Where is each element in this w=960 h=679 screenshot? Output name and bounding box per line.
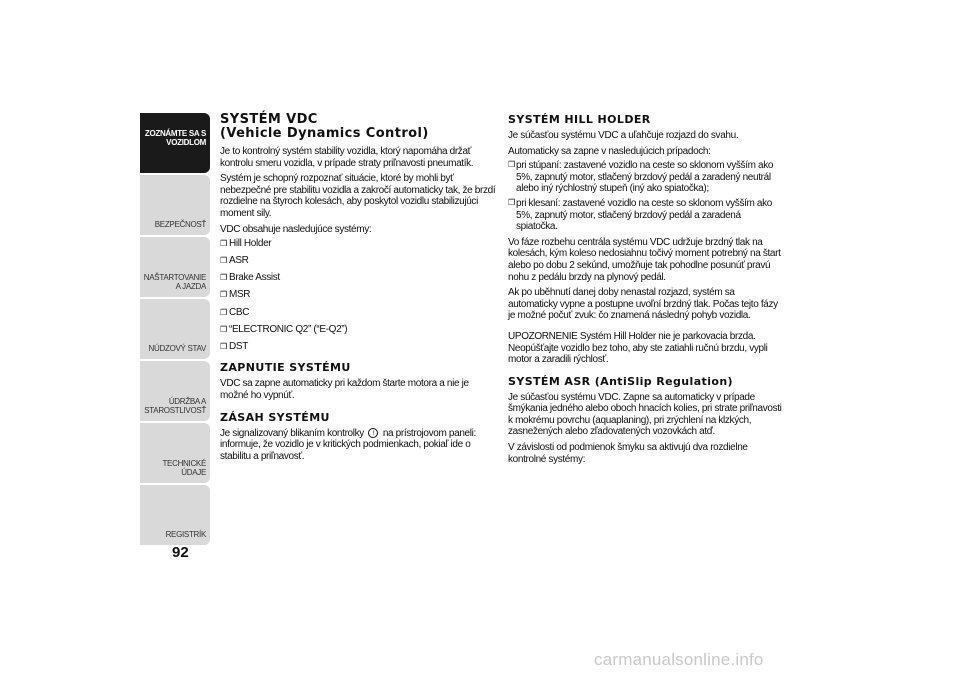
- list-item: ❒ Brake Assist: [220, 272, 280, 284]
- tab-label: TECHNICKÉ ÚDAJE: [162, 459, 206, 477]
- tab-label: BEZPEČNOSŤ: [154, 220, 206, 229]
- bullet-icon: ❒: [220, 341, 227, 351]
- tab-technicke-udaje[interactable]: [140, 423, 210, 483]
- page-number: 92: [172, 544, 189, 561]
- watermark: carmanualsonline.info: [594, 650, 764, 669]
- list-item: ❒ CBC: [220, 306, 250, 318]
- bullet-icon: ❒: [220, 256, 227, 266]
- vdc-warning-icon: !: [368, 428, 378, 438]
- tab-nudzovy-stav[interactable]: [140, 299, 210, 359]
- tab-bezpecnost[interactable]: [140, 175, 210, 235]
- bullet-icon: ❒: [508, 197, 516, 207]
- bullet-icon: ❒: [220, 307, 227, 317]
- vdc-paragraph-2: Systém je schopný rozpoznať situácie, ktoré by mohli byť nebezpečné pre stabilitu vozidla a zakročí automaticky tak, že brzdí rozdielne na štyroch kolesách, aby poskytol vozidlu stabilizujúci moment sily.: [220, 173, 496, 219]
- hh-warning: UPOZORNENIE Systém Hill Holder nie je parkovacia brzda. Neopúšťajte vozidlo bez toho, aby ste zatiahli ručnú brzdu, vypli motor a zaradili rýchlosť.: [508, 330, 768, 366]
- bullet-icon: ❒: [220, 290, 227, 300]
- tab-label: ÚDRŽBA A STAROSTLIVOSŤ: [144, 397, 206, 415]
- vdc-subtitle: (Vehicle Dynamics Control): [220, 126, 429, 141]
- zasah-text: Je signalizovaný blikaním kontrolky ! na prístrojovom paneli: informuje, že vozidlo je v kritických podmienkach, pokiaľ ide o stabilitu a priľnavosť.: [220, 427, 476, 462]
- zasah-title: ZÁSAH SYSTÉMU: [220, 410, 330, 424]
- bullet-icon: ❒: [220, 239, 227, 249]
- tab-registrik[interactable]: [140, 485, 210, 545]
- tab-label: REGISTRÍK: [165, 530, 206, 539]
- list-item: ❒ Hill Holder: [220, 238, 272, 250]
- zapnutie-text: VDC sa zapne automaticky pri každom štarte motora a nie je možné ho vypnúť.: [220, 378, 469, 401]
- right-column: [508, 113, 783, 465]
- vdc-title: SYSTÉM VDC: [220, 112, 318, 127]
- list-item: ❒ ASR: [220, 255, 249, 267]
- asr-paragraph-2: V závislosti od podmienok šmyku sa aktivujú dva rozdielne kontrolné systémy:: [508, 442, 748, 465]
- tab-label: NAŠTARTOVANIE A JAZDA: [143, 273, 206, 291]
- asr-paragraph-1: Je súčasťou systému VDC. Zapne sa automaticky v prípade šmýkania jedného alebo oboch hnacích kolies, pri strate priľnavosti k mokrému povrchu (aquaplaning), pri zrýchlení na klzkých, zasnežených alebo zľadovatených vozovkách atď.: [508, 391, 782, 438]
- tab-nastartovanie[interactable]: [140, 237, 210, 297]
- bullet-icon: ❒: [220, 324, 227, 334]
- list-item: ❒ “ELECTRONIC Q2” (“E-Q2”): [220, 323, 348, 335]
- zapnutie-title: ZAPNUTIE SYSTÉMU: [220, 361, 351, 375]
- hh-paragraph-2: Automaticky sa zapne v nasledujúcich prípadoch:: [508, 145, 711, 157]
- vdc-paragraph-1: Je to kontrolný systém stability vozidla, ktorý napomáha držať kontrolu smeru vozidla, v prípade straty priľnavosti pneumatík.: [220, 146, 474, 169]
- tab-zoznamte-sa[interactable]: [140, 113, 210, 173]
- hh-paragraph-1: Je súčasťou systému VDC a uľahčuje rozjazd do svahu.: [508, 130, 739, 141]
- bullet-icon: ❒: [220, 273, 227, 283]
- tab-label: ZOZNÁMTE SA S VOZIDLOM: [144, 129, 206, 147]
- hh-paragraph-4: Ak po uběhnutí danej doby nenastal rozjazd, systém sa automaticky vypne a postupne uvoľní brzdný tlak. Počas tejto fázy je možné počuť zvuk: čo znamená následný pohyb vozidla.: [508, 287, 778, 322]
- list-item: ❒ MSR: [220, 289, 251, 301]
- tab-label: NÚDZOVÝ STAV: [148, 344, 206, 353]
- left-column: [220, 113, 498, 462]
- bullet-icon: ❒: [508, 160, 516, 170]
- list-item: ❒ pri klesaní: zastavené vozidlo na ceste so sklonom vyšším ako 5%, zapnutý motor, stlačený brzdový pedál a zaradená spiatočka.: [508, 197, 772, 233]
- hh-paragraph-3: Vo fáze rozbehu centrála systému VDC udržuje brzdný tlak na kolesách, kým koleso nedosiahnu točivý moment potrebný na štart alebo po dobu 2 sekúnd, umožňuje tak pohodlne posunúť pravú nohu z pedálu brzdy na plynový pedál.: [508, 236, 781, 283]
- list-item: ❒ pri stúpaní: zastavené vozidlo na ceste so sklonom vyšším ako 5%, zapnutý motor, stlačený brzdový pedál a zaradený neutrál alebo iný rýchlostný stupeň (iný ako spiatočka);: [508, 160, 774, 195]
- systems-list: [220, 238, 498, 352]
- vdc-paragraph-3: VDC obsahuje nasledujúce systémy:: [220, 223, 372, 235]
- hill-holder-title: SYSTÉM HILL HOLDER: [508, 113, 651, 126]
- list-item: ❒ DST: [220, 340, 248, 352]
- asr-title: SYSTÉM ASR (AntiSlip Regulation): [508, 374, 733, 388]
- tab-udrzba[interactable]: [140, 361, 210, 421]
